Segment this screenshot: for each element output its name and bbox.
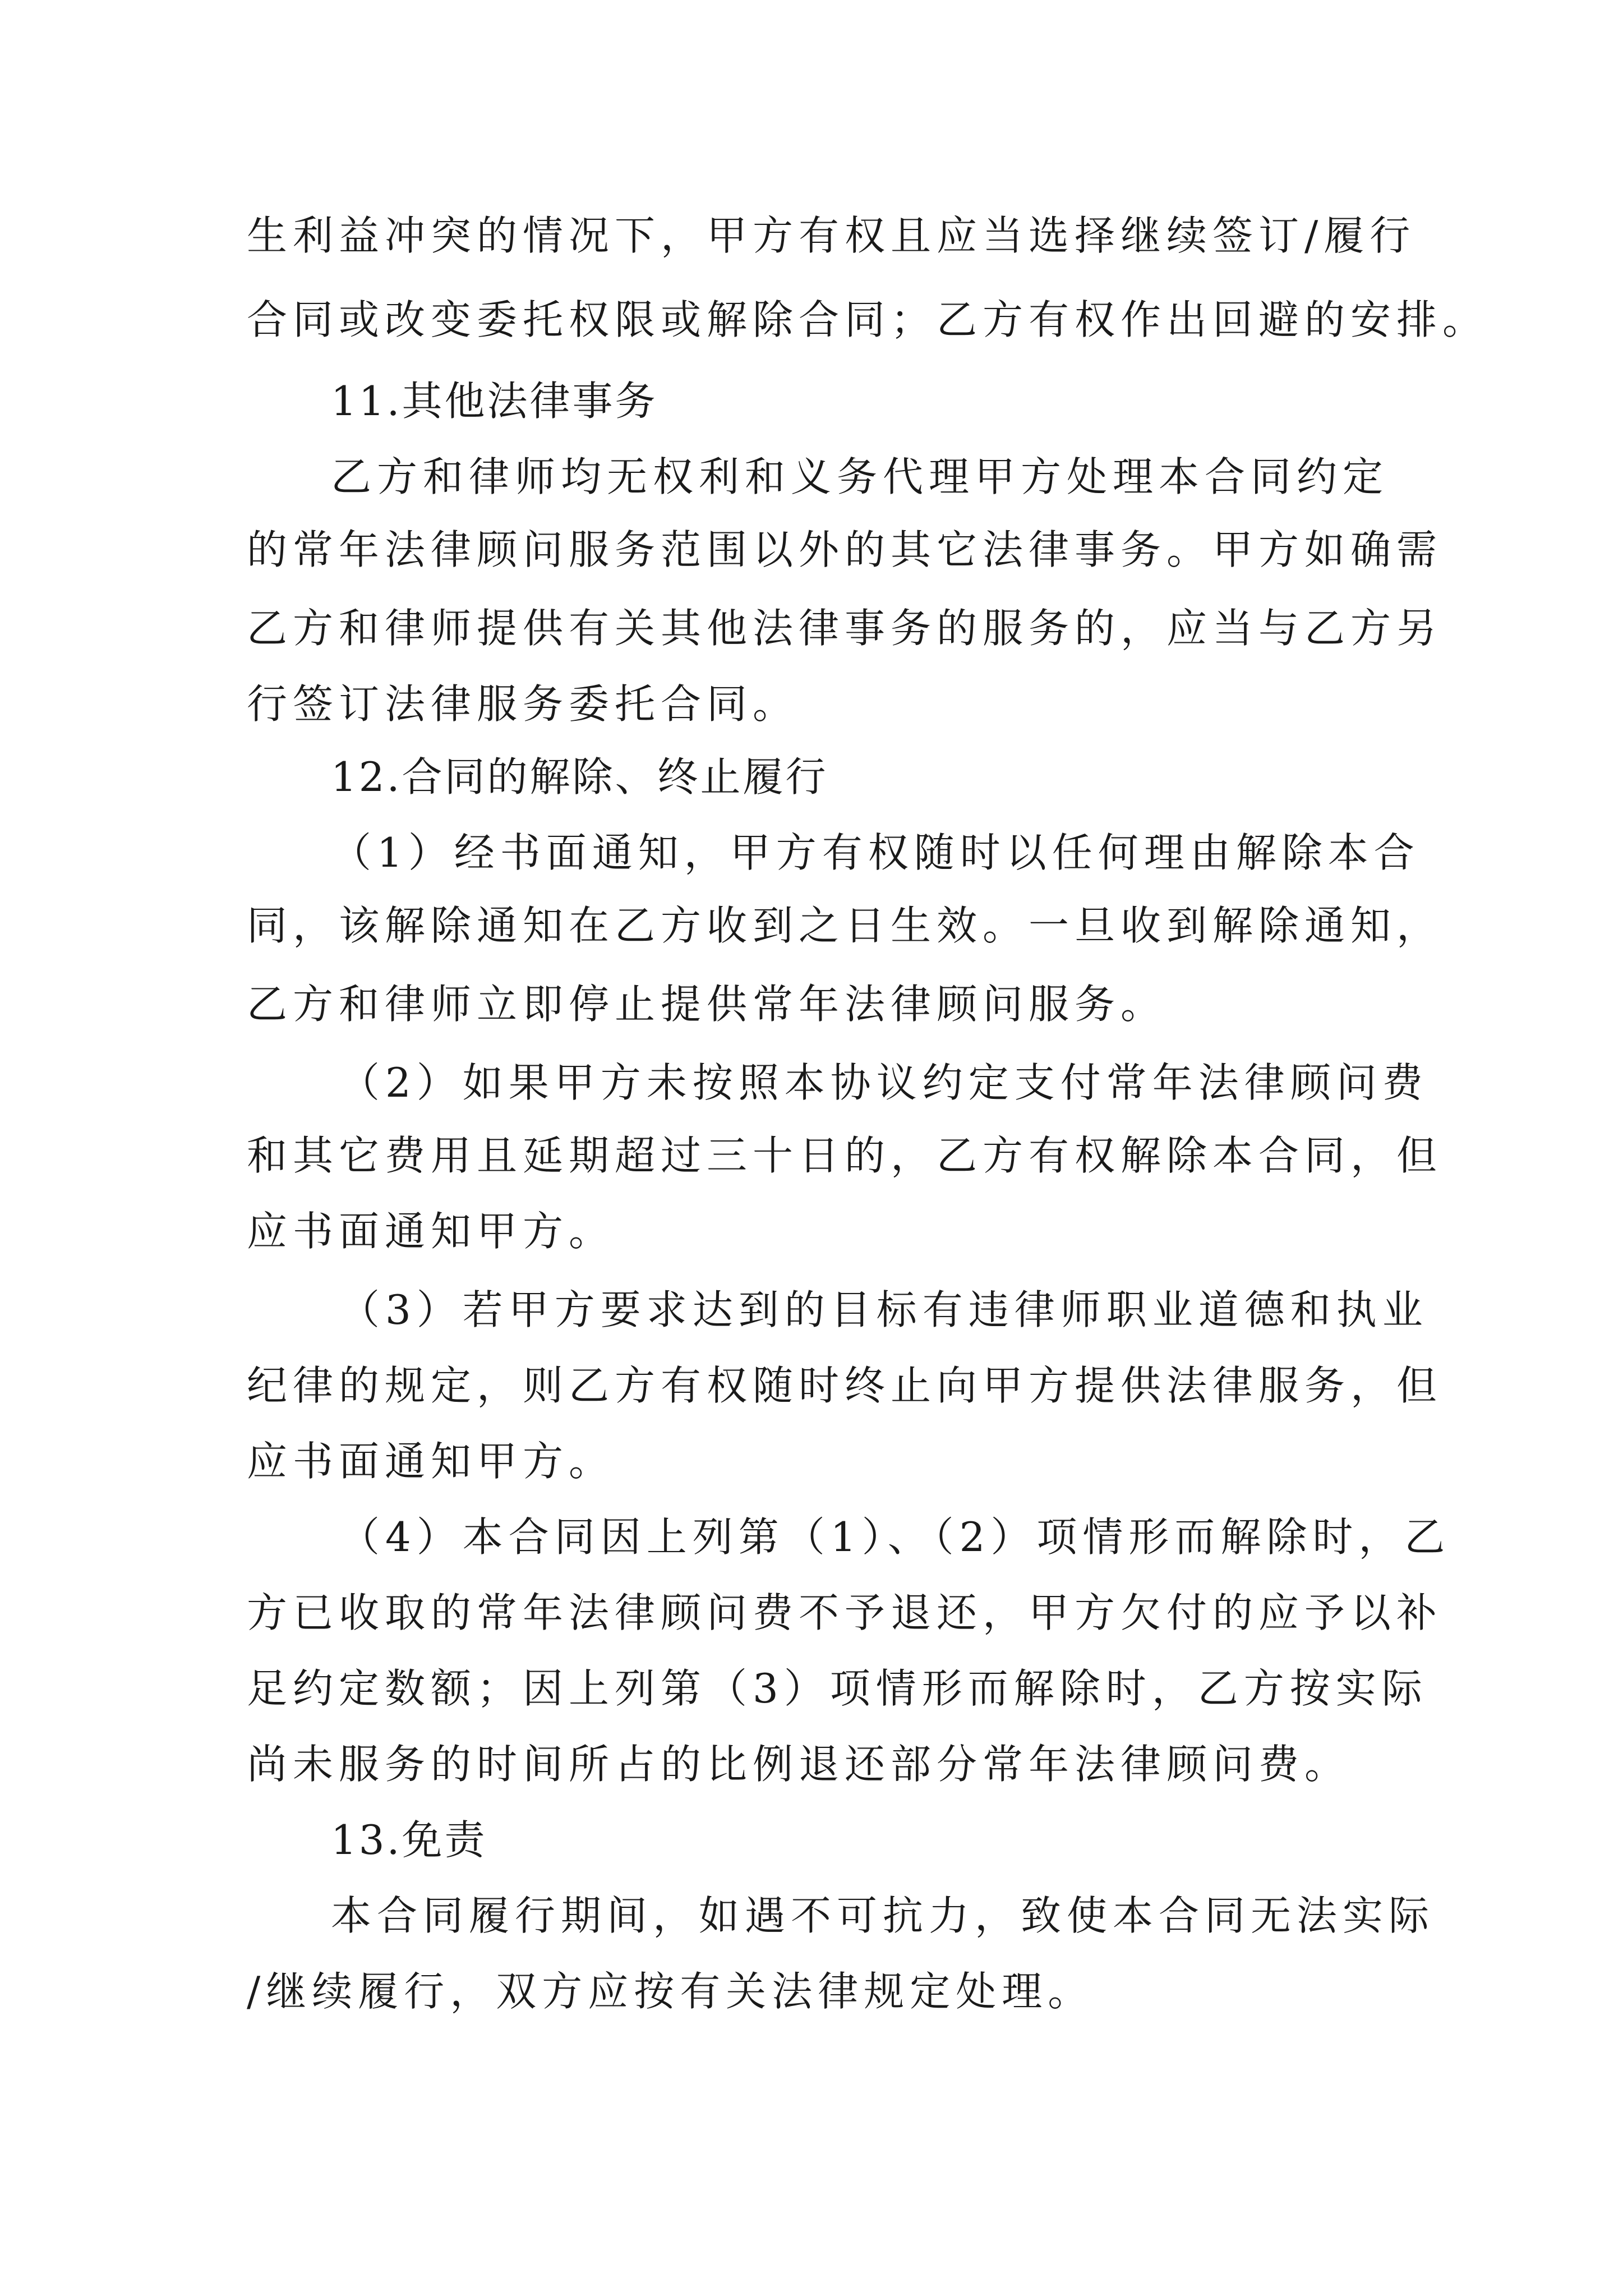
text-line: 足约定数额；因上列第（3）项情形而解除时，乙方按实际 — [247, 1665, 1428, 1712]
text-line: 的常年法律顾问服务范围以外的其它法律事务。甲方如确需 — [247, 526, 1443, 573]
text-line: 乙方和律师立即停止提供常年法律顾问服务。 — [247, 981, 1167, 1028]
text-line: 方已收取的常年法律顾问费不予退还，甲方欠付的应予以补 — [247, 1589, 1443, 1636]
text-line: 生利益冲突的情况下，甲方有权且应当选择继续签订/履行 — [247, 212, 1416, 259]
text-line: 和其它费用且延期超过三十日的，乙方有权解除本合同，但 — [247, 1132, 1443, 1179]
text-line: （1）经书面通知，甲方有权随时以任何理由解除本合 — [331, 829, 1420, 876]
text-line: （4）本合同因上列第（1）、（2）项情形而解除时，乙 — [339, 1513, 1451, 1561]
text-line: 纪律的规定，则乙方有权随时终止向甲方提供法律服务，但 — [247, 1362, 1443, 1409]
text-line: 乙方和律师均无权利和义务代理甲方处理本合同约定 — [331, 453, 1389, 500]
text-line: 应书面通知甲方。 — [247, 1438, 615, 1485]
text-line: 尚未服务的时间所占的比例退还部分常年法律顾问费。 — [247, 1741, 1351, 1788]
text-line: 同，该解除通知在乙方收到之日生效。一旦收到解除通知， — [247, 902, 1443, 949]
text-line: /继续履行，双方应按有关法律规定处理。 — [247, 1968, 1094, 2015]
text-line: （2）如果甲方未按照本协议约定支付常年法律顾问费 — [339, 1059, 1428, 1106]
text-line: 本合同履行期间，如遇不可抗力，致使本合同无法实际 — [331, 1892, 1435, 1939]
section-heading: 12.合同的解除、终止履行 — [331, 753, 828, 800]
section-heading: 11.其他法律事务 — [331, 378, 658, 425]
text-line: 应书面通知甲方。 — [247, 1208, 615, 1255]
text-line: 乙方和律师提供有关其他法律事务的服务的，应当与乙方另 — [247, 605, 1443, 652]
text-line: 行签订法律服务委托合同。 — [247, 680, 799, 728]
text-line: （3）若甲方要求达到的目标有违律师职业道德和执业 — [339, 1286, 1428, 1333]
text-line: 合同或改变委托权限或解除合同；乙方有权作出回避的安排。 — [247, 296, 1489, 343]
section-heading: 13.免责 — [331, 1816, 487, 1864]
